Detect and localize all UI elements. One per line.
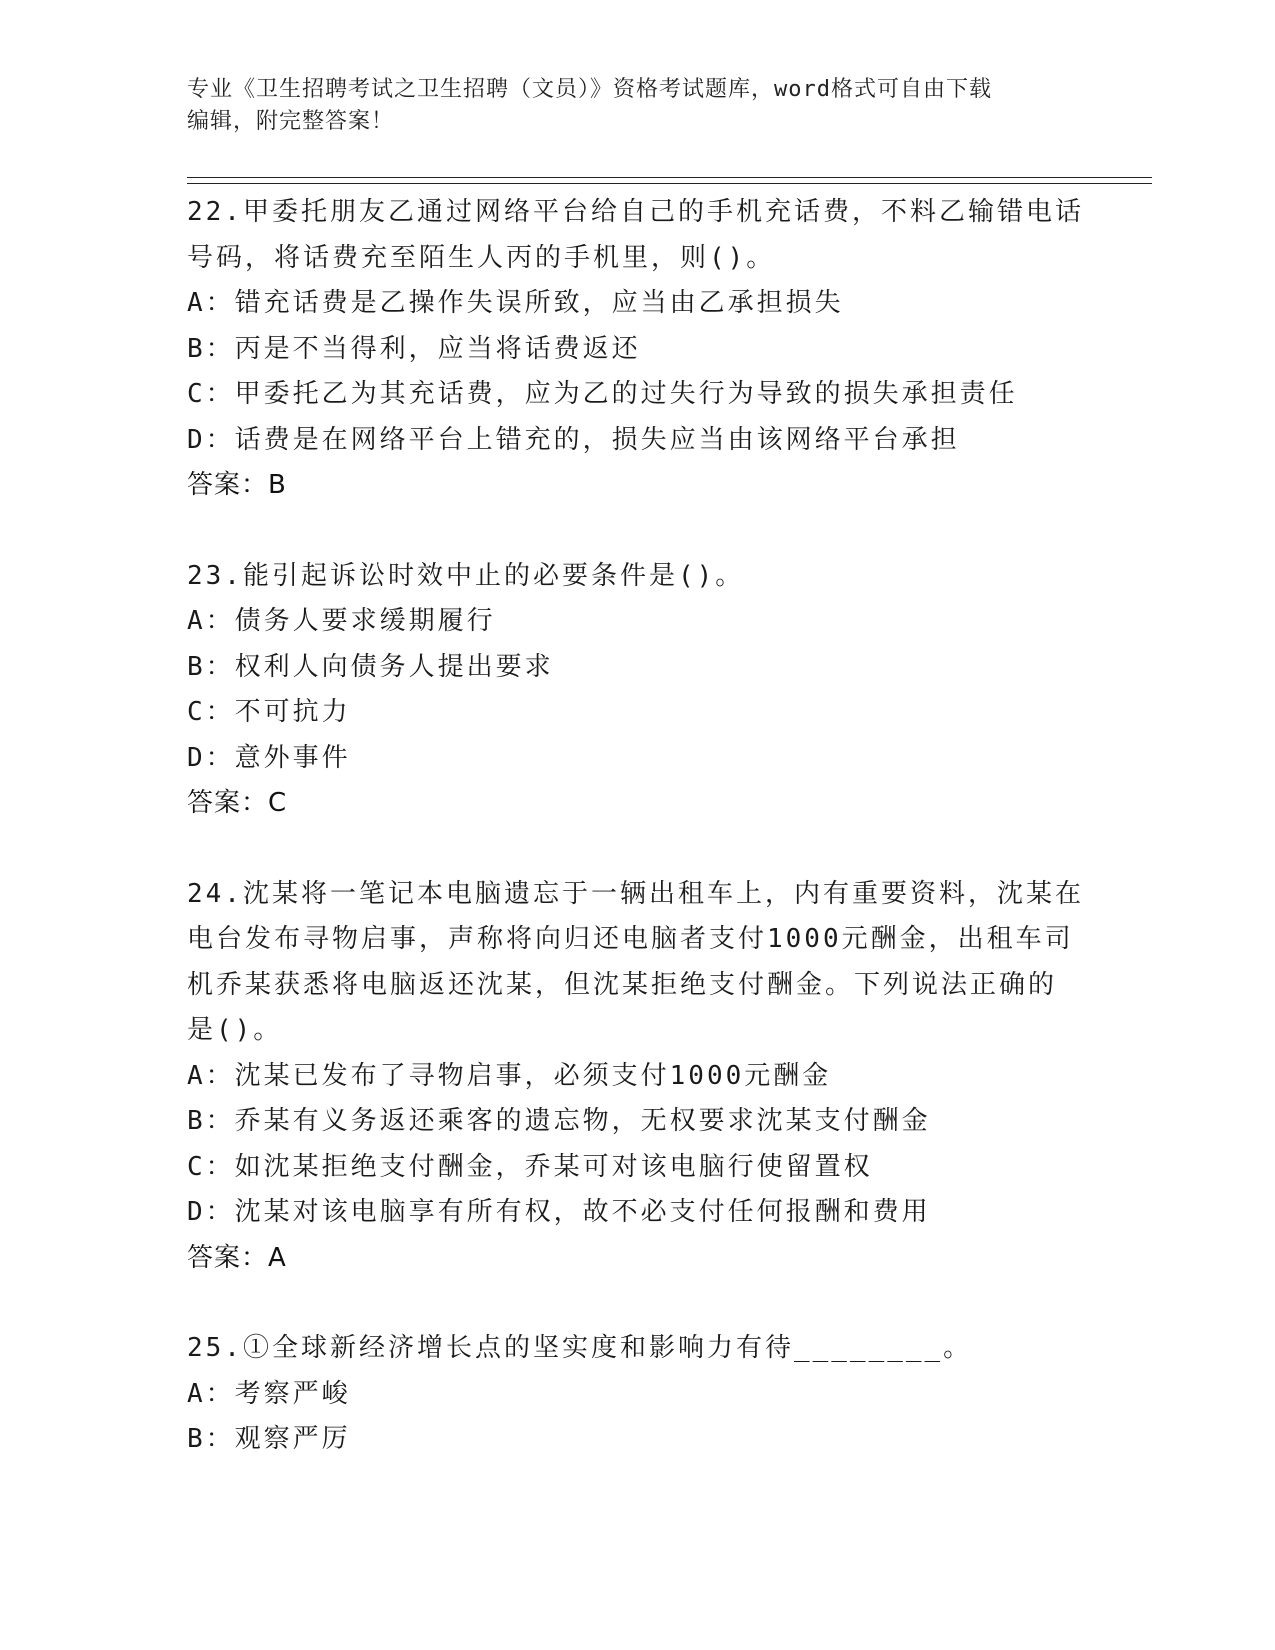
question-list <box>187 190 1087 1463</box>
answer-line: 答案：B <box>187 470 287 500</box>
stem-line: 23.能引起诉讼时效中止的必要条件是()。 <box>187 560 745 591</box>
option-b: B：丙是不当得利，应当将话费返还 <box>187 333 641 364</box>
option-b: B：观察严厉 <box>187 1424 351 1454</box>
answer-line: 答案：C <box>187 788 288 818</box>
option-a: A：错充话费是乙操作失误所致，应当由乙承担损失 <box>187 288 844 318</box>
stem-line: 机乔某获悉将电脑返还沈某，但沈某拒绝支付酬金。下列说法正确的 <box>187 969 1058 1000</box>
header-line-1: 专业《卫生招聘考试之卫生招聘（文员）》资格考试题库，word格式可自由下载 <box>187 77 992 102</box>
stem-line: 25.①全球新经济增长点的坚实度和影响力有待________。 <box>187 1333 973 1363</box>
question-23 <box>187 554 1087 827</box>
question-24 <box>187 872 1087 1282</box>
question-stem <box>187 872 1087 1054</box>
option-b: B：权利人向债务人提出要求 <box>187 651 554 682</box>
option-c: C：甲委托乙为其充话费，应为乙的过失行为导致的损失承担责任 <box>187 379 1018 409</box>
option-d: D：意外事件 <box>187 742 351 773</box>
option-d: D：沈某对该电脑享有所有权，故不必支付任何报酬和费用 <box>187 1197 931 1227</box>
stem-line: 号码，将话费充至陌生人丙的手机里，则()。 <box>187 242 776 273</box>
document-header <box>187 74 1067 138</box>
question-spacer <box>187 827 1087 872</box>
stem-line: 24.沈某将一笔记本电脑遗忘于一辆出租车上，内有重要资料，沈某在 <box>187 878 1084 909</box>
stem-line: 是()。 <box>187 1015 283 1045</box>
header-divider-top <box>187 177 1152 178</box>
option-c: C：如沈某拒绝支付酬金，乔某可对该电脑行使留置权 <box>187 1151 873 1182</box>
question-25 <box>187 1326 1087 1463</box>
option-a: A：债务人要求缓期履行 <box>187 606 496 636</box>
stem-line: 22.甲委托朋友乙通过网络平台给自己的手机充话费，不料乙输错电话 <box>187 197 1084 227</box>
header-divider-bottom <box>187 183 1152 184</box>
option-c: C：不可抗力 <box>187 697 351 727</box>
question-spacer <box>187 1281 1087 1326</box>
question-stem <box>187 190 1087 281</box>
question-stem <box>187 554 1087 600</box>
stem-line: 电台发布寻物启事，声称将向归还电脑者支付1000元酬金，出租车司 <box>187 924 1074 954</box>
option-a: A：沈某已发布了寻物启事，必须支付1000元酬金 <box>187 1060 832 1091</box>
question-22 <box>187 190 1087 509</box>
option-d: D：话费是在网络平台上错充的，损失应当由该网络平台承担 <box>187 424 960 455</box>
option-a: A：考察严峻 <box>187 1378 351 1409</box>
option-b: B：乔某有义务返还乘客的遗忘物，无权要求沈某支付酬金 <box>187 1106 931 1136</box>
question-stem <box>187 1326 1087 1372</box>
question-spacer <box>187 509 1087 554</box>
header-line-2: 编辑，附完整答案！ <box>187 109 395 134</box>
answer-line: 答案：A <box>187 1242 287 1273</box>
